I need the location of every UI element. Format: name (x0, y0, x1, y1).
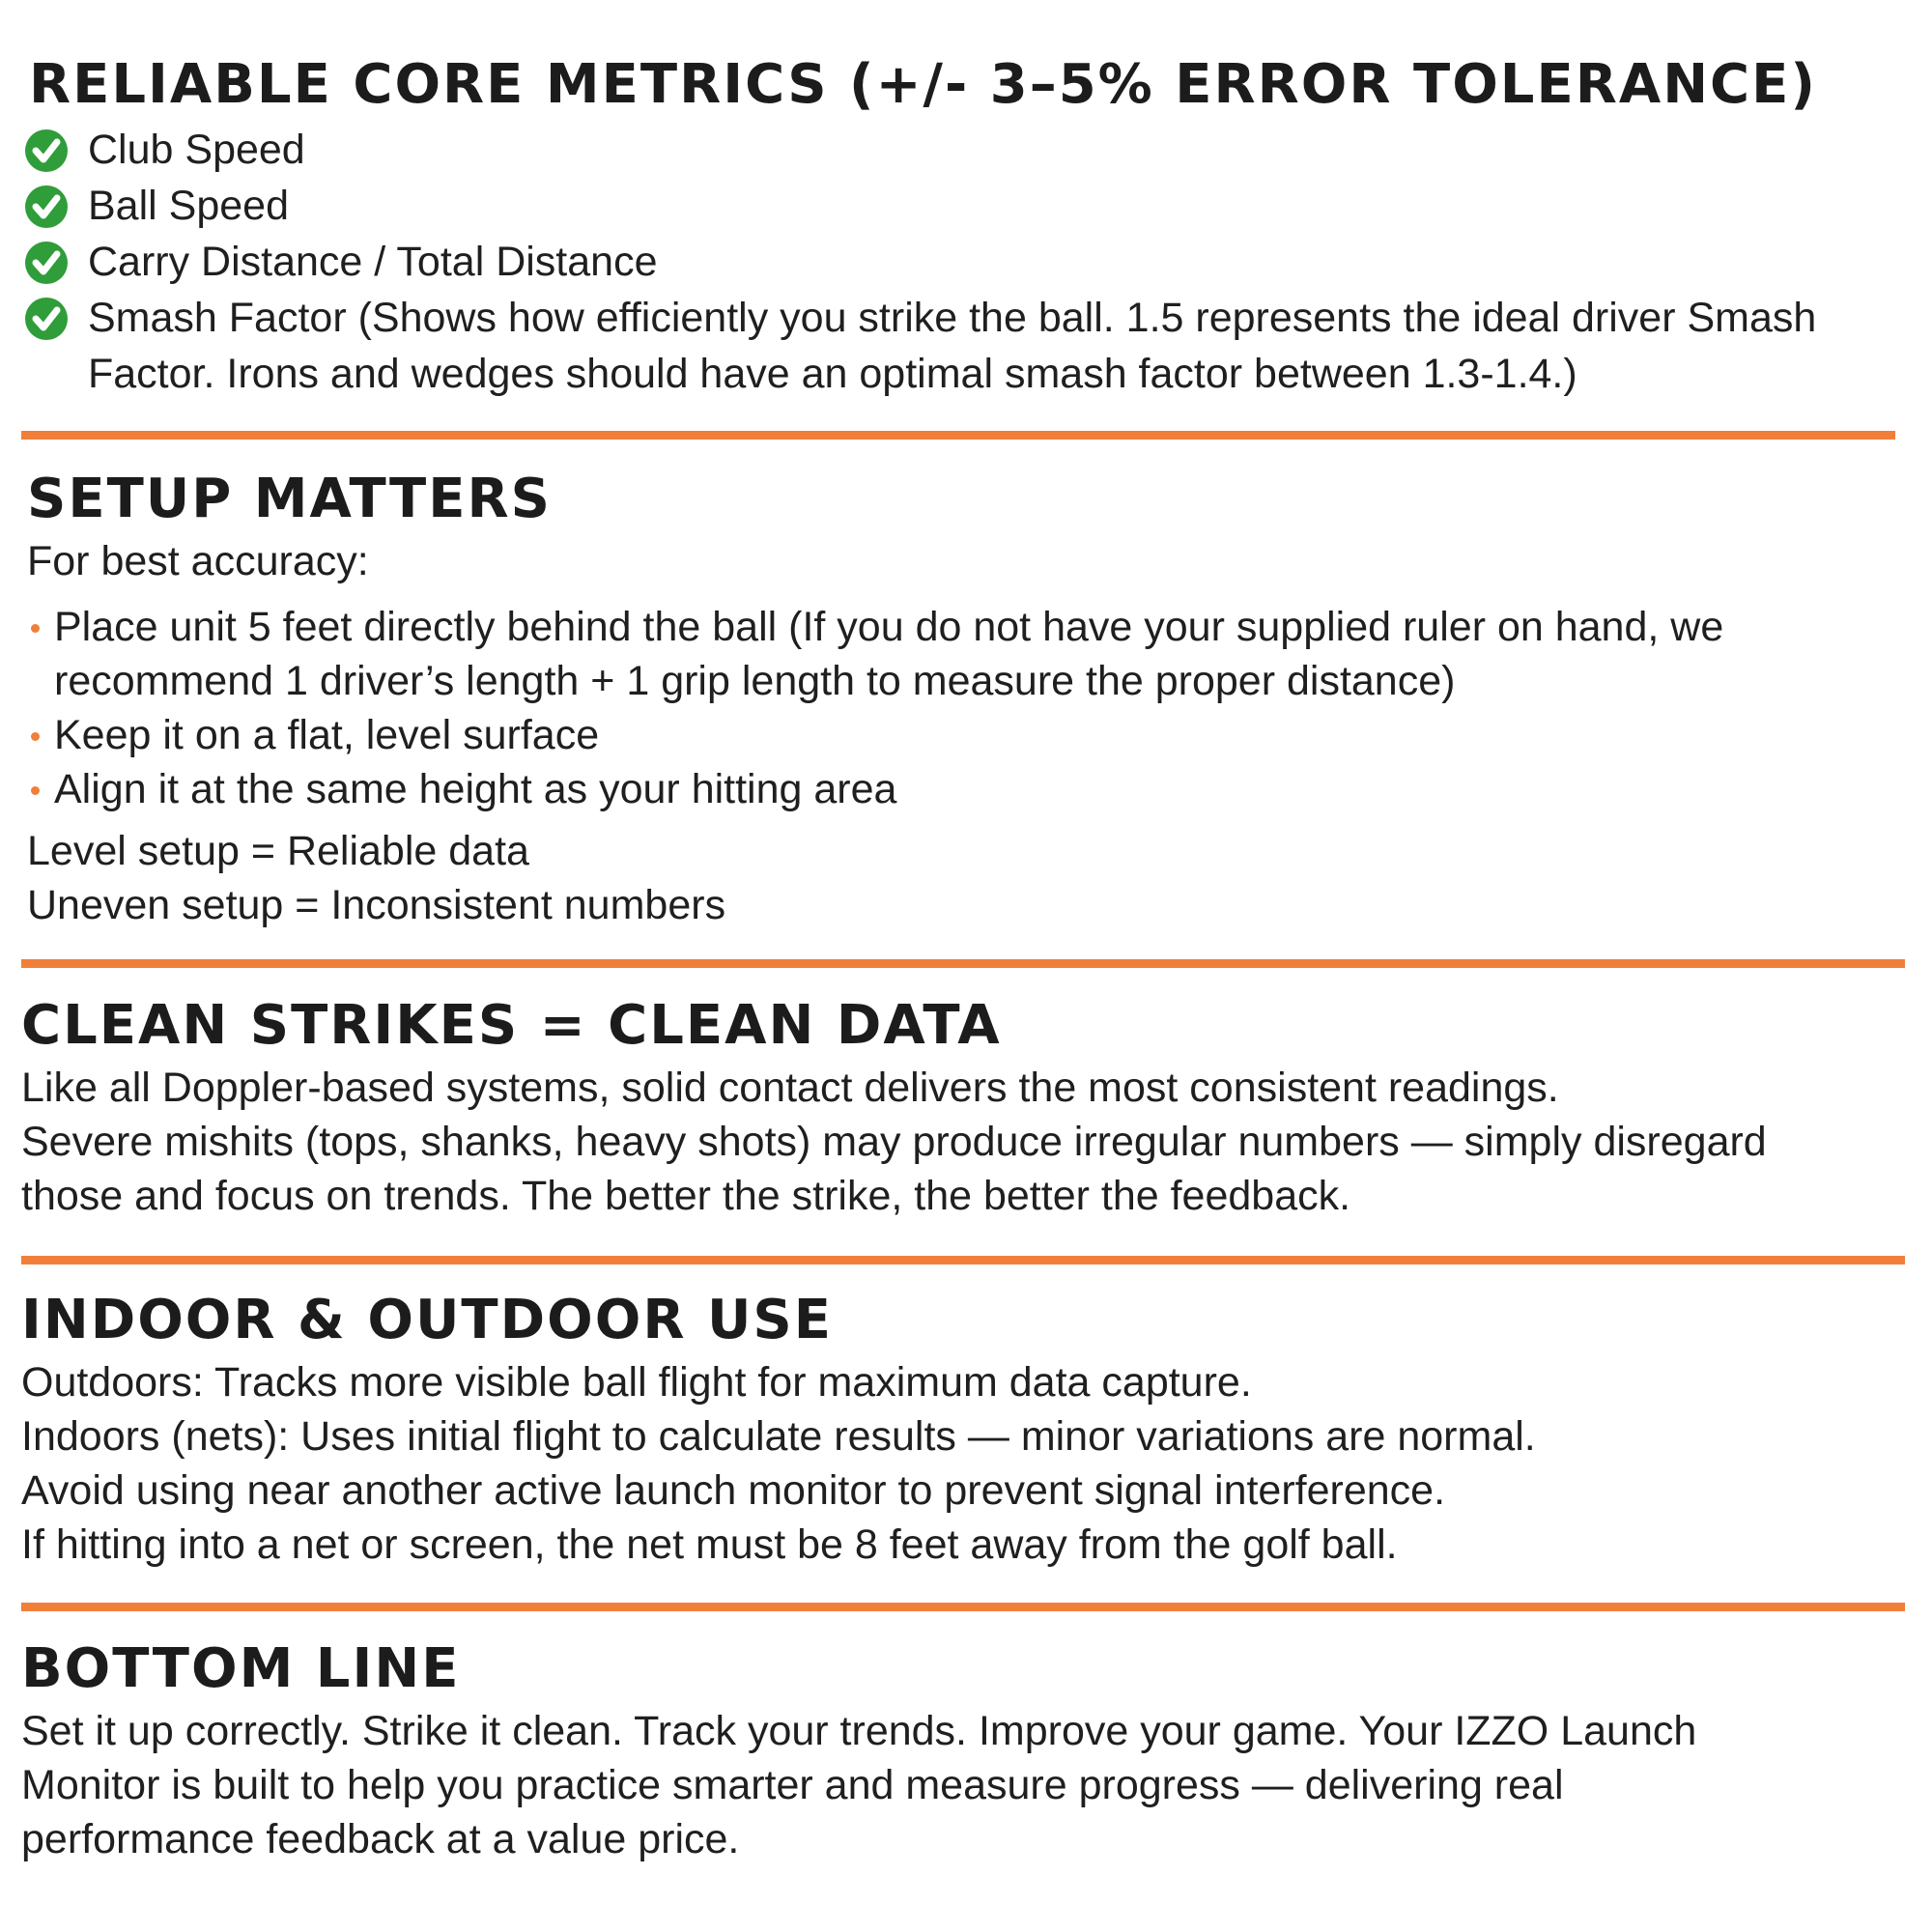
bullet-dot-icon (31, 786, 40, 795)
setup-intro: For best accuracy: (27, 538, 369, 584)
check-circle-icon (25, 242, 68, 284)
metric-item (23, 122, 1915, 178)
indoor-line: If hitting into a net or screen, the net must be 8 feet away from the golf ball. (21, 1521, 1398, 1568)
section-divider (21, 1256, 1905, 1264)
bottom-line: performance feedback at a value price. (21, 1816, 740, 1862)
clean-line: those and focus on trends. The better the strike, the better the feedback. (21, 1173, 1351, 1219)
indoor-outdoor-text (21, 1355, 1915, 1572)
metric-label: Club Speed (88, 127, 305, 173)
section-bottom-line (21, 1634, 1915, 1866)
clean-strikes-heading: CLEAN STRIKES = CLEAN DATA (21, 994, 1002, 1057)
bottom-line: Monitor is built to help you practice smarter and measure progress — delivering real (21, 1762, 1564, 1808)
indoor-line: Outdoors: Tracks more visible ball flight for maximum data capture. (21, 1359, 1252, 1406)
document-page (21, 50, 1915, 1866)
clean-line: Like all Doppler-based systems, solid contact delivers the most consistent readings. (21, 1065, 1559, 1111)
setup-bullet-list (27, 600, 1915, 816)
check-circle-icon (25, 129, 68, 172)
section-divider (21, 1603, 1905, 1611)
check-circle-icon (25, 298, 68, 340)
metric-label: Ball Speed (88, 183, 289, 229)
setup-note-level: Level setup = Reliable data (27, 828, 529, 874)
metric-label: Carry Distance / Total Distance (88, 239, 658, 285)
setup-heading: SETUP MATTERS (27, 468, 552, 530)
clean-strikes-text (21, 1061, 1915, 1223)
setup-bullet-text: Keep it on a flat, level surface (54, 712, 600, 758)
clean-line: Severe mishits (tops, shanks, heavy shots) may produce irregular numbers — simply disregard (21, 1119, 1767, 1165)
section-setup (27, 465, 1915, 932)
section-clean-strikes (21, 991, 1915, 1223)
bottom-line-heading: BOTTOM LINE (21, 1637, 461, 1700)
bullet-dot-icon (31, 624, 40, 633)
section-divider (21, 959, 1905, 968)
metric-item (23, 178, 1915, 234)
indoor-line: Indoors (nets): Uses initial flight to calculate results — minor variations are normal. (21, 1413, 1536, 1460)
section-core-metrics (29, 50, 1915, 402)
metric-item (23, 234, 1915, 290)
indoor-line: Avoid using near another active launch monitor to prevent signal interference. (21, 1467, 1446, 1514)
core-metrics-list (23, 122, 1915, 402)
setup-bullet (27, 708, 1915, 762)
indoor-outdoor-heading: INDOOR & OUTDOOR USE (21, 1289, 833, 1351)
bullet-dot-icon (31, 732, 40, 741)
setup-bullet (27, 600, 1774, 708)
bottom-line: Set it up correctly. Strike it clean. Track your trends. Improve your game. Your IZZO Launch (21, 1708, 1697, 1754)
setup-bullet (27, 762, 1915, 816)
section-divider (21, 431, 1895, 440)
setup-bullet-text: Align it at the same height as your hitting area (54, 766, 897, 812)
metric-label: Smash Factor (Shows how efficiently you strike the ball. 1.5 represents the ideal driver Smash Factor. Irons and wedges should have an optimal smash factor between 1.3-1.4.) (88, 295, 1817, 397)
section-indoor-outdoor (21, 1286, 1915, 1572)
check-circle-icon (25, 185, 68, 228)
bottom-line-text (21, 1704, 1915, 1866)
setup-bullet-text: Place unit 5 feet directly behind the ball (If you do not have your supplied ruler on hand, we recommend 1 driver’s length + 1 grip length to measure the proper distance) (54, 604, 1724, 704)
setup-note-uneven: Uneven setup = Inconsistent numbers (27, 882, 726, 928)
metric-item (23, 290, 1923, 402)
core-metrics-heading: RELIABLE CORE METRICS (+/- 3–5% ERROR TOLERANCE) (29, 53, 1818, 116)
